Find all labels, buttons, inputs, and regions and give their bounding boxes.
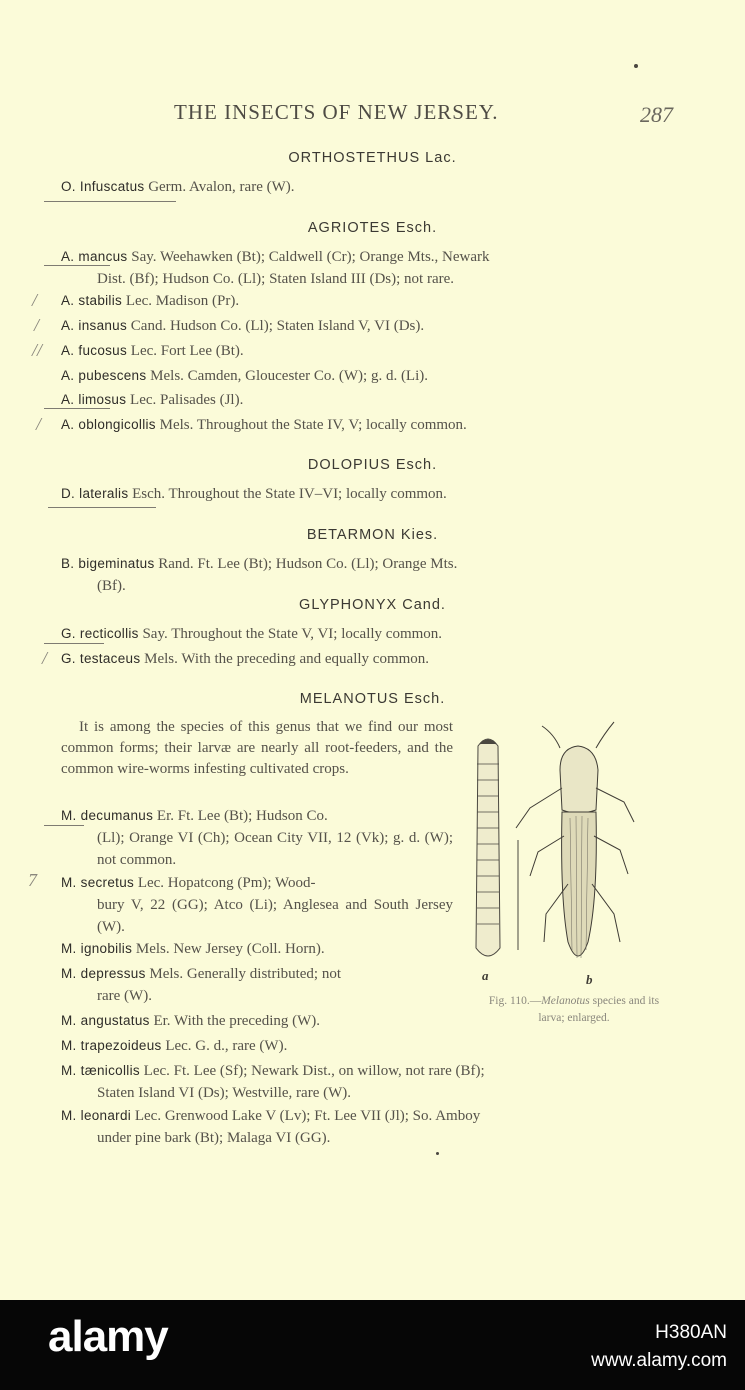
genus-heading-orthostethus: ORTHOSTETHUS Lac.	[288, 150, 457, 166]
pencil-margin-mark: //	[32, 340, 43, 360]
image-code: H380AN	[655, 1322, 727, 1343]
species-record-continued: (Ll); Orange VI (Ch); Ocean City VII, 12 (Vk); g. d. (W); not common.	[97, 830, 453, 868]
species-record: Er. With the preceding (W).	[153, 1013, 321, 1029]
species-record-continued: rare (W).	[97, 988, 152, 1004]
species-record: Germ. Avalon, rare (W).	[148, 179, 295, 195]
species-record: Er. Ft. Lee (Bt); Hudson Co.	[156, 808, 328, 824]
ink-speck	[634, 64, 638, 68]
species-entry	[61, 938, 453, 960]
species-name: G. testaceus	[61, 651, 141, 666]
species-entry	[61, 872, 453, 938]
species-record: Lec. Ft. Lee (Sf); Newark Dist., on willow, not rare (Bf);	[143, 1063, 485, 1079]
species-record: Mels. Generally distributed; not	[149, 966, 342, 982]
species-record: Say. Throughout the State V, VI; locally common.	[142, 626, 443, 642]
species-name: A. mancus	[61, 249, 128, 264]
species-entry	[61, 963, 453, 1007]
species-record-continued: Dist. (Bf); Hudson Co. (Ll); Staten Island III (Ds); not rare.	[97, 271, 455, 287]
pencil-underline	[44, 201, 176, 202]
species-record-continued: Staten Island VI (Ds); Westville, rare (W).	[97, 1085, 351, 1101]
species-entry	[61, 414, 677, 436]
species-entry	[61, 623, 677, 645]
species-entry	[61, 365, 677, 387]
species-name: A. stabilis	[61, 293, 123, 308]
caption-genus: Melanotus	[541, 995, 590, 1007]
species-name: M. leonardi	[61, 1108, 132, 1123]
pencil-underline	[44, 408, 110, 409]
alamy-logo: alamy	[48, 1312, 168, 1361]
species-entry	[61, 389, 677, 411]
genus-heading-dolopius: DOLOPIUS Esch.	[307, 457, 438, 473]
species-record: Say. Weehawken (Bt); Caldwell (Cr); Orange Mts., Newark	[131, 249, 490, 265]
genus-heading-glyphonyx: GLYPHONYX Cand.	[299, 597, 446, 613]
species-name: M. ignobilis	[61, 941, 133, 956]
species-record-continued: under pine bark (Bt); Malaga VI (GG).	[97, 1130, 331, 1146]
figure-caption	[488, 993, 660, 1027]
pencil-margin-mark: /	[42, 648, 48, 668]
species-record: Mels. With the preceding and equally common.	[144, 651, 430, 667]
page-number: 287	[640, 102, 673, 127]
larva-illustration	[476, 739, 500, 956]
species-name: G. recticollis	[61, 626, 139, 641]
species-entry	[61, 315, 677, 337]
species-record: Esch. Throughout the State IV–VI; locally common.	[132, 486, 447, 502]
species-entry	[61, 1010, 453, 1032]
genus-heading-melanotus: MELANOTUS Esch.	[299, 691, 446, 707]
figure-label-b: b	[586, 972, 593, 987]
species-entry	[61, 483, 677, 505]
pencil-underline	[44, 825, 84, 826]
beetle-illustration	[516, 722, 634, 958]
species-name: M. angustatus	[61, 1013, 150, 1028]
watermark-bar	[0, 1300, 745, 1390]
species-name: A. insanus	[61, 318, 128, 333]
species-entry	[61, 246, 677, 290]
species-record: Mels. Throughout the State IV, V; locally common.	[159, 417, 467, 433]
species-name: O. Infuscatus	[61, 179, 145, 194]
species-entry	[61, 805, 453, 871]
species-name: A. limosus	[61, 392, 127, 407]
caption-rest: species and its larva; enlarged.	[538, 995, 660, 1024]
caption-prefix: Fig. 110.—	[488, 995, 542, 1007]
species-record: Lec. Palisades (Jl).	[130, 392, 244, 408]
species-record: Cand. Hudson Co. (Ll); Staten Island V, VI (Ds).	[130, 318, 425, 334]
species-entry	[61, 340, 677, 362]
species-name: A. fucosus	[61, 343, 128, 358]
pencil-underline	[44, 643, 104, 644]
ink-speck	[436, 1152, 439, 1155]
species-record: Lec. G. d., rare (W).	[165, 1038, 288, 1054]
species-name: M. tænicollis	[61, 1063, 140, 1078]
species-entry	[61, 1105, 677, 1149]
species-record: Lec. Grenwood Lake V (Lv); Ft. Lee VII (Jl); So. Amboy	[134, 1108, 481, 1124]
species-entry	[61, 1035, 453, 1057]
species-name: M. secretus	[61, 875, 135, 890]
species-name: M. decumanus	[61, 808, 154, 823]
species-entry	[61, 1060, 677, 1104]
pencil-margin-mark: /	[32, 290, 38, 310]
species-record-continued: (Bf).	[97, 578, 126, 594]
species-record: Lec. Hopatcong (Pm); Wood-	[137, 875, 316, 891]
species-record: Lec. Madison (Pr).	[125, 293, 240, 309]
species-entry	[61, 176, 677, 198]
species-record: Mels. New Jersey (Coll. Horn).	[135, 941, 325, 957]
species-record: Rand. Ft. Lee (Bt); Hudson Co. (Ll); Orange Mts.	[158, 556, 458, 572]
species-name: D. lateralis	[61, 486, 129, 501]
genus-heading-betarmon: BETARMON Kies.	[306, 527, 439, 543]
species-name: M. depressus	[61, 966, 146, 981]
species-entry	[61, 648, 677, 670]
species-name: M. trapezoideus	[61, 1038, 162, 1053]
watermark-url: www.alamy.com	[591, 1350, 727, 1371]
running-head: THE INSECTS OF NEW JERSEY.	[174, 100, 499, 124]
melanotus-figure	[464, 718, 674, 998]
pencil-margin-mark: /	[34, 315, 40, 335]
species-entry	[61, 553, 677, 597]
figure-label-a: a	[482, 968, 489, 983]
pencil-margin-mark: 7	[28, 870, 37, 890]
pencil-underline	[44, 265, 110, 266]
species-name: A. pubescens	[61, 368, 147, 383]
genus-heading-agriotes: AGRIOTES Esch.	[307, 220, 438, 236]
species-record: Lec. Fort Lee (Bt).	[130, 343, 244, 359]
species-name: A. oblongicollis	[61, 417, 156, 432]
species-entry	[61, 290, 677, 312]
species-record-continued: bury V, 22 (GG); Atco (Li); Anglesea and South Jersey (W).	[97, 897, 453, 935]
species-name: B. bigeminatus	[61, 556, 155, 571]
species-record: Mels. Camden, Gloucester Co. (W); g. d. (Li).	[150, 368, 429, 384]
pencil-underline	[48, 507, 156, 508]
genus-intro-paragraph: It is among the species of this genus that we find our most common forms; their larvæ are nearly all root-feeders, and the common wire-worms infesting cultivated crops.	[61, 719, 453, 777]
pencil-margin-mark: /	[36, 414, 42, 434]
